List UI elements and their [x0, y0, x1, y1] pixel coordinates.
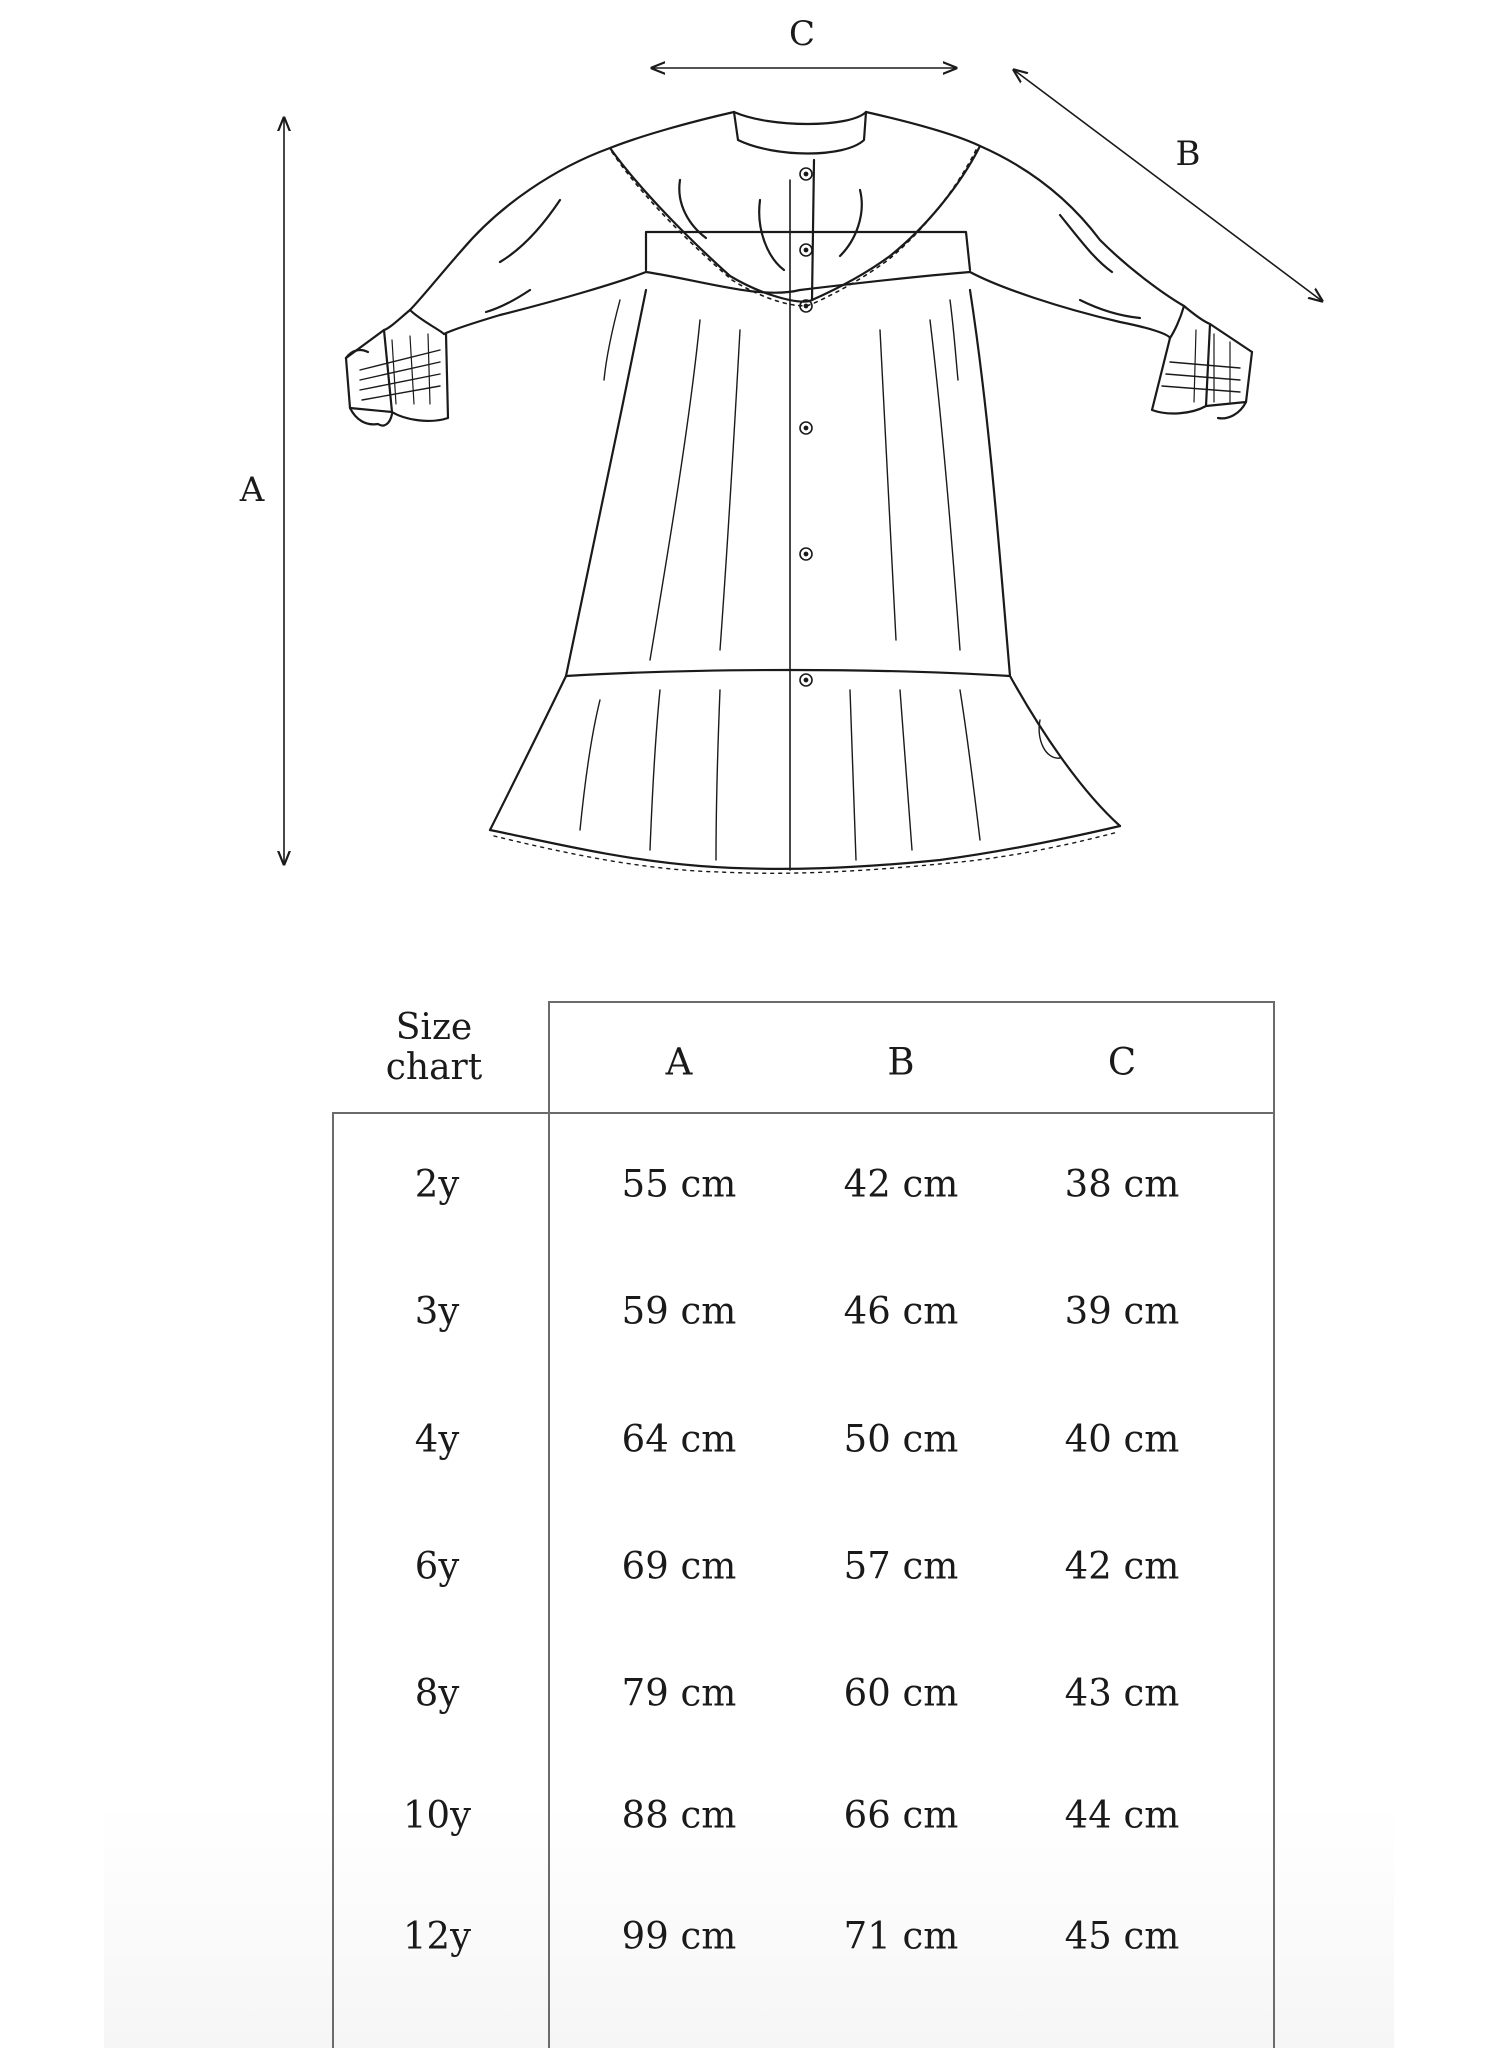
- collar-band: [734, 112, 866, 154]
- bodice: [646, 232, 970, 293]
- measure-a-cell: 99 cm: [621, 1914, 737, 1958]
- size-cell: 6y: [414, 1544, 460, 1588]
- measure-c-cell: 38 cm: [1064, 1162, 1180, 1206]
- size-cell: 3y: [414, 1289, 460, 1333]
- measure-b-cell: 66 cm: [843, 1793, 959, 1837]
- dimension-label-a: A: [239, 470, 265, 510]
- right-cuff: [1152, 306, 1252, 418]
- column-header-c: C: [1107, 1040, 1137, 1084]
- measure-a-cell: 69 cm: [621, 1544, 737, 1588]
- measure-c-cell: 43 cm: [1064, 1671, 1180, 1715]
- size-chart-title-line2: chart: [385, 1047, 483, 1088]
- size-cell: 8y: [414, 1671, 460, 1715]
- size-cell: 2y: [414, 1162, 460, 1206]
- measure-c-cell: 40 cm: [1064, 1417, 1180, 1461]
- size-cell: 10y: [403, 1793, 471, 1837]
- column-header-a: A: [665, 1040, 693, 1084]
- measure-c-cell: 44 cm: [1064, 1793, 1180, 1837]
- measure-a-cell: 88 cm: [621, 1793, 737, 1837]
- size-cell: 4y: [414, 1417, 460, 1461]
- dimension-label-c: C: [788, 14, 816, 54]
- ruffle-tier: [490, 676, 1120, 873]
- measure-b-cell: 60 cm: [843, 1671, 959, 1715]
- measure-b-cell: 42 cm: [843, 1162, 959, 1206]
- measure-b-cell: 50 cm: [843, 1417, 959, 1461]
- measure-a-cell: 59 cm: [621, 1289, 737, 1333]
- measure-c-cell: 39 cm: [1064, 1289, 1180, 1333]
- measure-a-cell: 79 cm: [621, 1671, 737, 1715]
- measure-b-cell: 46 cm: [843, 1289, 959, 1333]
- column-header-b: B: [887, 1040, 915, 1084]
- left-sleeve: [410, 148, 646, 334]
- measure-a-cell: 64 cm: [621, 1417, 737, 1461]
- measure-c-cell: 45 cm: [1064, 1914, 1180, 1958]
- placket-buttons: [800, 168, 812, 686]
- dimension-arrow-b: [1014, 70, 1322, 301]
- measure-b-cell: 71 cm: [843, 1914, 959, 1958]
- size-cell: 12y: [403, 1914, 471, 1958]
- size-chart-title-line1: Size: [395, 1007, 473, 1048]
- measure-b-cell: 57 cm: [843, 1544, 959, 1588]
- measure-c-cell: 42 cm: [1064, 1544, 1180, 1588]
- dimension-label-b: B: [1175, 134, 1201, 174]
- measure-a-cell: 55 cm: [621, 1162, 737, 1206]
- dress-technical-drawing: [0, 0, 1495, 900]
- skirt: [566, 180, 1010, 870]
- right-sleeve: [970, 146, 1184, 338]
